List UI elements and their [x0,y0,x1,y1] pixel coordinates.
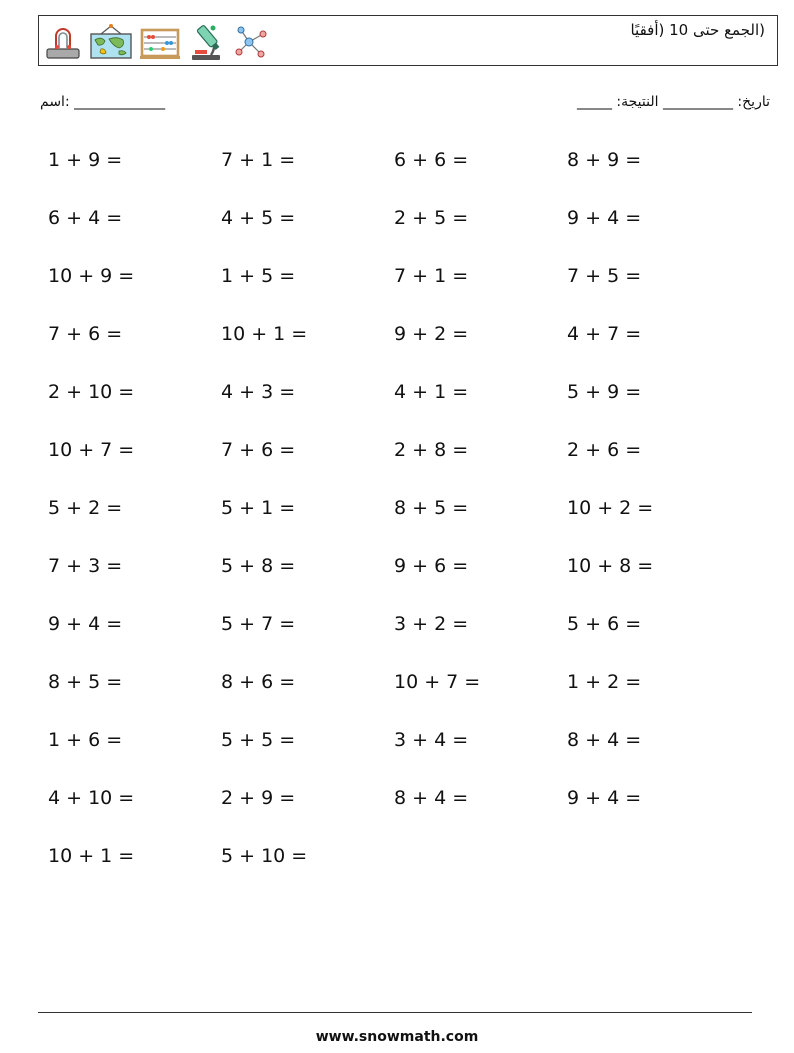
problem-item: 5 + 1 = [221,497,296,519]
microscope-icon [187,22,225,62]
problem-item: 9 + 4 = [567,787,642,809]
problem-item: 1 + 2 = [567,671,642,693]
problem-item: 2 + 6 = [567,439,642,461]
problem-item: 3 + 4 = [394,729,469,751]
problem-item: 4 + 10 = [48,787,135,809]
problem-item: 7 + 6 = [221,439,296,461]
problem-item: 5 + 10 = [221,845,308,867]
header-icons [43,21,271,63]
problem-item: 5 + 8 = [221,555,296,577]
world-map-icon [89,22,133,62]
problem-item: 10 + 2 = [567,497,654,519]
problem-item: 3 + 2 = [394,613,469,635]
problem-item: 10 + 7 = [48,439,135,461]
problem-item: 7 + 5 = [567,265,642,287]
problem-item: 9 + 2 = [394,323,469,345]
problem-item: 9 + 4 = [48,613,123,635]
problem-item: 1 + 5 = [221,265,296,287]
problem-item: 1 + 9 = [48,149,123,171]
problem-item: 2 + 9 = [221,787,296,809]
problem-item: 9 + 4 = [567,207,642,229]
problem-item: 8 + 5 = [394,497,469,519]
worksheet-title: (الجمع حتى 10 (أفقيًا [630,21,765,39]
problem-item: 10 + 9 = [48,265,135,287]
problem-item: 4 + 7 = [567,323,642,345]
problem-item: 5 + 6 = [567,613,642,635]
problem-item: 4 + 1 = [394,381,469,403]
problem-item: 1 + 6 = [48,729,123,751]
footer-divider [38,1012,752,1013]
name-field: اسم: _____________ [40,94,166,110]
problem-item: 8 + 4 = [567,729,642,751]
problem-item: 4 + 5 = [221,207,296,229]
problem-item: 5 + 2 = [48,497,123,519]
problem-item: 10 + 1 = [48,845,135,867]
problem-item: 2 + 10 = [48,381,135,403]
problem-item: 2 + 5 = [394,207,469,229]
problem-item: 8 + 6 = [221,671,296,693]
problem-item: 7 + 1 = [221,149,296,171]
problem-item: 4 + 3 = [221,381,296,403]
abacus-icon [139,22,181,62]
problem-item: 7 + 6 = [48,323,123,345]
worksheet-header [38,15,778,66]
date-score-field: _____ :تاريخ: __________ النتيجة [576,94,770,110]
molecule-icon [231,22,271,62]
problem-item: 8 + 9 = [567,149,642,171]
problem-item: 7 + 3 = [48,555,123,577]
problem-item: 8 + 5 = [48,671,123,693]
problem-item: 5 + 7 = [221,613,296,635]
problem-item: 9 + 6 = [394,555,469,577]
problem-item: 8 + 4 = [394,787,469,809]
problem-item: 10 + 8 = [567,555,654,577]
problem-item: 10 + 7 = [394,671,481,693]
problem-item: 5 + 9 = [567,381,642,403]
problem-item: 6 + 6 = [394,149,469,171]
problem-item: 6 + 4 = [48,207,123,229]
problem-item: 5 + 5 = [221,729,296,751]
problem-item: 7 + 1 = [394,265,469,287]
problem-item: 2 + 8 = [394,439,469,461]
website-footer: www.snowmath.com [315,1029,479,1045]
problem-item: 10 + 1 = [221,323,308,345]
paper-clip-icon [43,22,83,62]
